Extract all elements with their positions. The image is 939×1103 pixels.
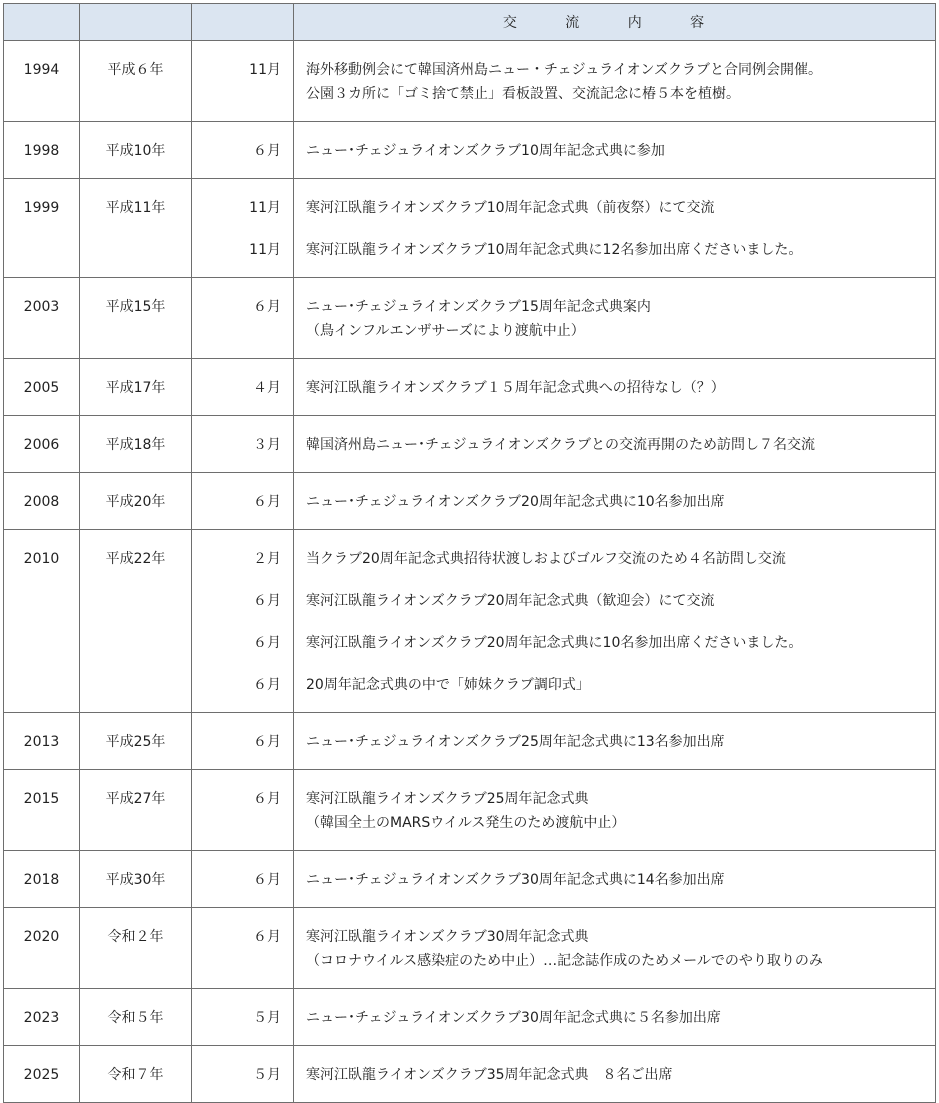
month-text — [192, 770, 281, 850]
table-row — [4, 41, 936, 122]
era-cell — [80, 908, 192, 989]
entry-text — [306, 235, 935, 277]
era-cell — [80, 473, 192, 530]
table-row — [4, 473, 936, 530]
content-cell — [294, 41, 936, 122]
era-cell — [80, 122, 192, 179]
entry-text — [306, 770, 935, 850]
month-text — [192, 628, 281, 670]
month-label: ６月 — [253, 635, 281, 651]
entry-line: ニュー･チェジュライオンズクラブ25周年記念式典に13名参加出席 — [306, 734, 725, 750]
year-cell — [4, 530, 80, 713]
content-cell — [294, 1046, 936, 1103]
table-row — [4, 770, 936, 851]
entry-line: 海外移動例会にて韓国済州島ニュー・チェジュライオンズクラブと合同例会開催。 — [306, 62, 823, 78]
year-text: 2008 — [23, 494, 60, 510]
era-text: 令和２年 — [107, 929, 164, 945]
era-cell — [80, 851, 192, 908]
entry-text — [306, 278, 935, 358]
content-cell — [294, 530, 936, 713]
year-text: 1999 — [23, 200, 60, 216]
month-label: ５月 — [253, 1010, 281, 1026]
month-text — [192, 713, 281, 769]
year-text: 2005 — [23, 380, 60, 396]
entry-line: 寒河江臥龍ライオンズクラブ30周年記念式典 — [306, 929, 589, 945]
era-cell — [80, 770, 192, 851]
month-cell — [192, 908, 294, 989]
month-text — [192, 122, 281, 178]
table-row — [4, 278, 936, 359]
month-cell — [192, 473, 294, 530]
content-cell — [294, 359, 936, 416]
month-text — [192, 416, 281, 472]
era-text: 平成15年 — [105, 299, 166, 315]
entry-text — [306, 359, 935, 415]
month-label: ６月 — [253, 872, 281, 888]
entry-line: 当クラブ20周年記念式典招待状渡しおよびゴルフ交流のため４名訪問し交流 — [306, 551, 786, 567]
era-cell — [80, 359, 192, 416]
month-cell — [192, 416, 294, 473]
year-cell — [4, 122, 80, 179]
entry-line: ニュー･チェジュライオンズクラブ30周年記念式典に５名参加出席 — [306, 1010, 721, 1026]
month-cell — [192, 41, 294, 122]
entry-text — [306, 670, 935, 712]
entry-text — [306, 713, 935, 769]
entry-line: 寒河江臥龍ライオンズクラブ20周年記念式典（歓迎会）にて交流 — [306, 593, 715, 609]
year-text: 2023 — [23, 1010, 60, 1026]
month-cell — [192, 713, 294, 770]
month-text — [192, 235, 281, 277]
month-cell — [192, 359, 294, 416]
entry-line: （韓国全土のMARSウイルス発生のため渡航中止） — [306, 815, 626, 831]
era-text: 令和５年 — [107, 1010, 164, 1026]
month-text — [192, 586, 281, 628]
entry-text — [306, 1046, 935, 1102]
entry-line: 寒河江臥龍ライオンズクラブ１５周年記念式典への招待なし（？） — [306, 380, 725, 396]
content-cell — [294, 989, 936, 1046]
table-row — [4, 1046, 936, 1103]
month-label: ６月 — [253, 734, 281, 750]
table-row — [4, 179, 936, 278]
year-text: 1994 — [23, 62, 60, 78]
era-cell — [80, 713, 192, 770]
era-text: 平成６年 — [107, 62, 164, 78]
month-label: ６月 — [253, 929, 281, 945]
era-text: 平成11年 — [105, 200, 166, 216]
era-text: 平成27年 — [105, 791, 166, 807]
table-row — [4, 851, 936, 908]
year-cell — [4, 713, 80, 770]
entry-text — [306, 851, 935, 907]
year-cell — [4, 989, 80, 1046]
entry-line: 韓国済州島ニュー･チェジュライオンズクラブとの交流再開のため訪問し７名交流 — [306, 437, 816, 453]
entry-text — [306, 586, 935, 628]
year-cell — [4, 416, 80, 473]
month-cell — [192, 989, 294, 1046]
spacer — [192, 82, 281, 106]
era-cell — [80, 278, 192, 359]
year-text: 2003 — [23, 299, 60, 315]
spacer — [192, 949, 281, 973]
table-row — [4, 359, 936, 416]
table-row — [4, 908, 936, 989]
era-text: 平成30年 — [105, 872, 166, 888]
table-row — [4, 989, 936, 1046]
exchange-history-table — [3, 3, 936, 1103]
entry-line: ニュー･チェジュライオンズクラブ20周年記念式典に10名参加出席 — [306, 494, 725, 510]
table-row — [4, 416, 936, 473]
content-cell — [294, 179, 936, 278]
era-cell — [80, 41, 192, 122]
content-cell — [294, 416, 936, 473]
entry-line: 公園３カ所に「ゴミ捨て禁止」看板設置、交流記念に椿５本を植樹。 — [306, 86, 740, 102]
month-text — [192, 41, 281, 121]
year-text: 2006 — [23, 437, 60, 453]
year-cell — [4, 473, 80, 530]
entry-line: ニュー･チェジュライオンズクラブ30周年記念式典に14名参加出席 — [306, 872, 725, 888]
entry-line: 寒河江臥龍ライオンズクラブ10周年記念式典（前夜祭）にて交流 — [306, 200, 715, 216]
year-text: 2013 — [23, 734, 60, 750]
era-text: 平成17年 — [105, 380, 166, 396]
year-cell — [4, 908, 80, 989]
entry-text — [306, 41, 935, 121]
era-text: 平成10年 — [105, 143, 166, 159]
month-text — [192, 989, 281, 1045]
header-month — [192, 4, 294, 41]
entry-text — [306, 908, 935, 988]
content-cell — [294, 473, 936, 530]
content-cell — [294, 278, 936, 359]
content-cell — [294, 122, 936, 179]
month-label: ３月 — [253, 437, 281, 453]
entry-line: ニュー･チェジュライオンズクラブ10周年記念式典に参加 — [306, 143, 665, 159]
month-text — [192, 359, 281, 415]
month-label: ６月 — [253, 299, 281, 315]
month-text — [192, 530, 281, 586]
era-text: 平成18年 — [105, 437, 166, 453]
header-era — [80, 4, 192, 41]
year-cell — [4, 41, 80, 122]
month-label: ６月 — [253, 143, 281, 159]
month-label: ２月 — [253, 551, 281, 567]
year-cell — [4, 851, 80, 908]
content-cell — [294, 770, 936, 851]
month-text — [192, 473, 281, 529]
month-text — [192, 851, 281, 907]
era-text: 平成25年 — [105, 734, 166, 750]
entry-text — [306, 122, 935, 178]
entry-text — [306, 179, 935, 235]
year-text: 2015 — [23, 791, 60, 807]
era-cell — [80, 179, 192, 278]
year-text: 2020 — [23, 929, 60, 945]
month-cell — [192, 530, 294, 713]
month-label: ６月 — [253, 677, 281, 693]
month-cell — [192, 122, 294, 179]
entry-line: 寒河江臥龍ライオンズクラブ20周年記念式典に10名参加出席くださいました。 — [306, 635, 803, 651]
entry-text — [306, 989, 935, 1045]
month-text — [192, 908, 281, 988]
era-text: 平成22年 — [105, 551, 166, 567]
era-cell — [80, 1046, 192, 1103]
content-cell — [294, 908, 936, 989]
era-cell — [80, 989, 192, 1046]
year-text: 2018 — [23, 872, 60, 888]
month-label: ６月 — [253, 791, 281, 807]
month-label: 11月 — [249, 242, 281, 258]
spacer — [192, 811, 281, 835]
month-label: ５月 — [253, 1067, 281, 1083]
content-cell — [294, 713, 936, 770]
header-content: 交 流 内 容 — [294, 4, 936, 41]
entry-text — [306, 530, 935, 586]
entry-line: （鳥インフルエンザサーズにより渡航中止） — [306, 323, 585, 339]
month-text — [192, 179, 281, 235]
entry-line: （コロナウイルス感染症のため中止）…記念誌作成のためメールでのやり取りのみ — [306, 953, 823, 969]
era-text: 令和７年 — [107, 1067, 164, 1083]
year-cell — [4, 278, 80, 359]
month-label: ４月 — [253, 380, 281, 396]
month-cell — [192, 179, 294, 278]
spacer — [192, 319, 281, 343]
table-row — [4, 713, 936, 770]
year-cell — [4, 179, 80, 278]
month-label: 11月 — [249, 200, 281, 216]
table-body — [4, 41, 936, 1103]
entry-line: 20周年記念式典の中で「姉妹クラブ調印式」 — [306, 677, 590, 693]
table-row — [4, 530, 936, 713]
year-cell — [4, 359, 80, 416]
era-cell — [80, 530, 192, 713]
era-cell — [80, 416, 192, 473]
month-label: 11月 — [249, 62, 281, 78]
entry-text — [306, 628, 935, 670]
header-year — [4, 4, 80, 41]
month-cell — [192, 851, 294, 908]
month-cell — [192, 1046, 294, 1103]
month-text — [192, 670, 281, 712]
year-text: 1998 — [23, 143, 60, 159]
era-text: 平成20年 — [105, 494, 166, 510]
year-cell — [4, 770, 80, 851]
year-text: 2010 — [23, 551, 60, 567]
month-text — [192, 278, 281, 358]
year-text: 2025 — [23, 1067, 60, 1083]
entry-text — [306, 473, 935, 529]
entry-line: 寒河江臥龍ライオンズクラブ35周年記念式典 ８名ご出席 — [306, 1067, 673, 1083]
entry-text — [306, 416, 935, 472]
month-text — [192, 1046, 281, 1102]
entry-line: ニュー･チェジュライオンズクラブ15周年記念式典案内 — [306, 299, 651, 315]
content-cell — [294, 851, 936, 908]
table-header-row — [4, 4, 936, 41]
year-cell — [4, 1046, 80, 1103]
entry-line: 寒河江臥龍ライオンズクラブ25周年記念式典 — [306, 791, 589, 807]
month-label: ６月 — [253, 494, 281, 510]
month-label: ６月 — [253, 593, 281, 609]
month-cell — [192, 770, 294, 851]
table-row — [4, 122, 936, 179]
month-cell — [192, 278, 294, 359]
entry-line: 寒河江臥龍ライオンズクラブ10周年記念式典に12名参加出席くださいました。 — [306, 242, 803, 258]
